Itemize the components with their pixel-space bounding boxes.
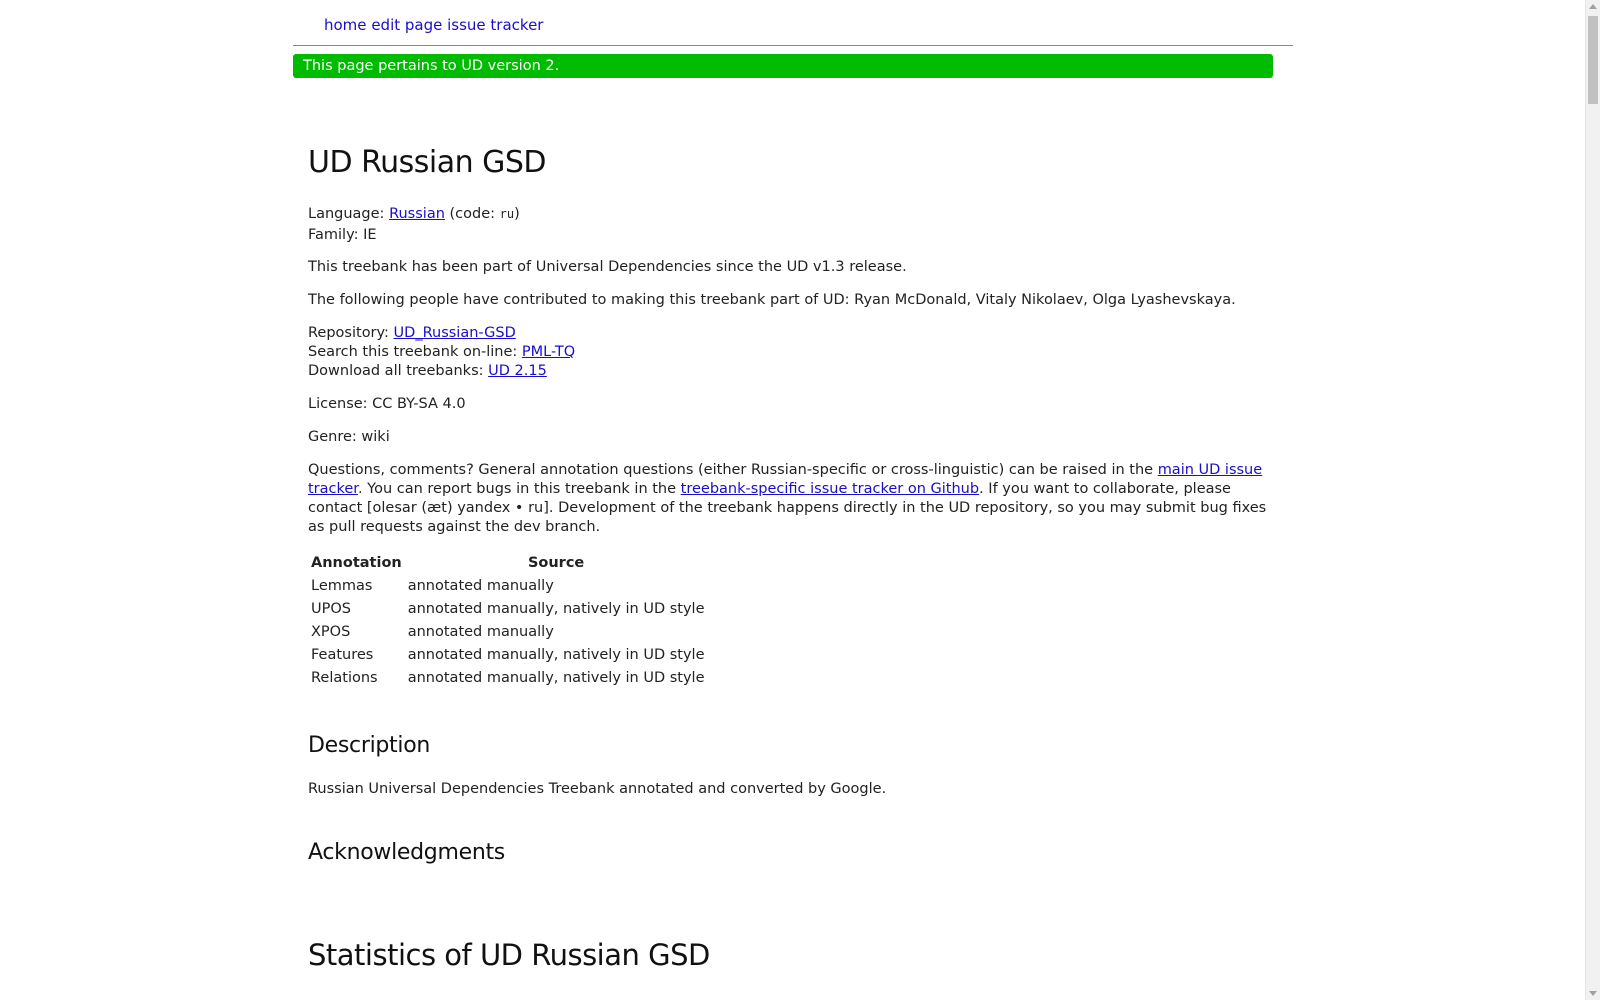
- annotation-table-header: [308, 552, 708, 574]
- questions-paragraph: [308, 461, 1278, 537]
- language-code: ru: [499, 207, 515, 221]
- nav-divider: [293, 45, 1293, 46]
- header-source: Source: [527, 554, 585, 571]
- table-row: [308, 643, 708, 666]
- language-link[interactable]: Russian: [389, 206, 445, 222]
- scrollbar-thumb[interactable]: [1588, 16, 1598, 104]
- annotation-cell: UPOS: [311, 600, 351, 617]
- table-row: [308, 666, 708, 689]
- source-cell: annotated manually, natively in UD style: [407, 646, 705, 663]
- annotation-cell: Lemmas: [311, 577, 373, 594]
- acknowledgments-heading: Acknowledgments: [308, 840, 505, 865]
- nav-issue-tracker-link[interactable]: issue tracker: [447, 16, 544, 34]
- source-cell: annotated manually: [407, 577, 554, 594]
- table-row: [308, 620, 708, 643]
- scroll-up-arrow-icon[interactable]: [1589, 4, 1597, 9]
- repository-label: Repository:: [308, 325, 394, 341]
- scroll-down-arrow-icon[interactable]: [1589, 991, 1597, 996]
- nav-home-link[interactable]: home: [324, 16, 367, 34]
- source-cell: annotated manually: [407, 623, 554, 640]
- table-row: [308, 574, 708, 597]
- family-line: Family: IE: [308, 227, 377, 243]
- main-issue-tracker-link[interactable]: main UD issue tracker: [308, 462, 1263, 497]
- header-annotation: Annotation: [311, 554, 402, 571]
- language-code-prefix: (code:: [444, 206, 500, 222]
- description-heading: Description: [308, 733, 430, 758]
- annotation-table: [308, 552, 708, 689]
- language-label: Language:: [308, 206, 390, 222]
- download-label: Download all treebanks:: [308, 363, 489, 379]
- questions-text-2: . You can report bugs in this treebank in the: [357, 481, 681, 497]
- download-line: [308, 362, 547, 381]
- license-text: License: CC BY-SA 4.0: [308, 396, 466, 412]
- version-banner: This page pertains to UD version 2.: [293, 54, 1273, 78]
- top-nav: [324, 16, 543, 34]
- vertical-scrollbar[interactable]: [1585, 0, 1600, 1000]
- source-cell: annotated manually, natively in UD style: [407, 669, 705, 686]
- download-link[interactable]: UD 2.15: [488, 363, 547, 379]
- statistics-heading: Statistics of UD Russian GSD: [308, 938, 710, 972]
- contributors-text: The following people have contributed to making this treebank part of UD: Ryan McDonald, Vitaly Nikolaev, Olga Lyashevskaya.: [308, 292, 1236, 308]
- language-code-suffix: ): [514, 206, 520, 222]
- search-line: [308, 343, 575, 362]
- source-cell: annotated manually, natively in UD style: [407, 600, 705, 617]
- table-row: [308, 597, 708, 620]
- annotation-cell: Features: [311, 646, 374, 663]
- questions-text-1: Questions, comments? General annotation questions (either Russian-specific or cross-linguistic) can be raised in the: [308, 462, 1158, 478]
- page-title: UD Russian GSD: [308, 145, 547, 180]
- repository-link[interactable]: UD_Russian-GSD: [393, 325, 516, 341]
- annotation-cell: Relations: [311, 669, 378, 686]
- annotation-cell: XPOS: [311, 623, 351, 640]
- language-line: [308, 205, 520, 224]
- search-label: Search this treebank on-line:: [308, 344, 522, 360]
- pml-tq-link[interactable]: PML-TQ: [521, 344, 576, 360]
- genre-text: Genre: wiki: [308, 429, 390, 445]
- description-text: Russian Universal Dependencies Treebank annotated and converted by Google.: [308, 781, 887, 797]
- github-issue-tracker-link[interactable]: treebank-specific issue tracker on Github: [680, 481, 980, 497]
- since-text: This treebank has been part of Universal Dependencies since the UD v1.3 release.: [308, 259, 907, 275]
- repository-line: [308, 324, 516, 343]
- questions-text-3: . If you want to collaborate, please contact [olesar (æt) yandex • ru]. Development of the treebank happens directly in the UD repository, so you may submit bug fixes as pull requests against the dev branch.: [308, 481, 1267, 535]
- nav-edit-page-link[interactable]: edit page: [371, 16, 443, 34]
